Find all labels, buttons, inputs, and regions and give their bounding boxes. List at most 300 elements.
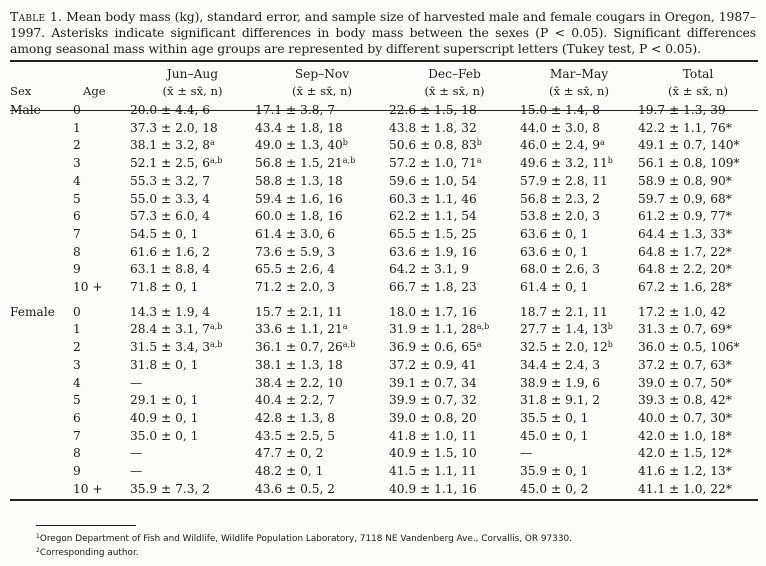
- table-row: [10, 428, 758, 446]
- value-text: 61.6 ± 1.6, 2: [130, 244, 210, 259]
- value-text: 50.6 ± 0.8, 83: [389, 138, 477, 153]
- value-cell: [389, 120, 520, 138]
- sex-cell: [10, 155, 73, 173]
- value-cell: [255, 191, 389, 209]
- value-text: 15.0 ± 1.4, 8: [520, 103, 600, 117]
- table-row: [10, 102, 758, 120]
- value-cell: [389, 173, 520, 191]
- age-cell: 1: [73, 120, 81, 135]
- value-cell: [520, 120, 638, 138]
- value-cell: [130, 445, 255, 463]
- table-row: [10, 304, 758, 322]
- value-text: 56.8 ± 2.3, 2: [520, 191, 600, 206]
- significance-superscript: a,b: [342, 156, 356, 166]
- total-cell: [638, 428, 758, 446]
- age-cell: 9: [73, 464, 81, 479]
- value-cell: [130, 375, 255, 393]
- value-cell: [130, 279, 255, 297]
- value-text: 54.5 ± 0, 1: [130, 226, 199, 241]
- significance-superscript: b: [607, 156, 613, 166]
- value-text: 52.1 ± 2.5, 6: [130, 156, 210, 171]
- value-cell: [130, 102, 255, 120]
- total-cell: [638, 261, 758, 279]
- header-row-stats: [10, 83, 758, 102]
- value-text: —: [520, 446, 533, 461]
- value-cell: [520, 261, 638, 279]
- total-cell: [638, 208, 758, 226]
- value-text: 40.9 ± 1.5, 10: [389, 446, 477, 461]
- value-cell: [130, 191, 255, 209]
- sex-cell: Female: [10, 304, 55, 319]
- value-text: 49.1 ± 0.7, 140*: [638, 138, 740, 153]
- sex-cell: [10, 261, 73, 279]
- total-cell: [638, 120, 758, 138]
- value-text: 43.6 ± 0.5, 2: [255, 481, 335, 496]
- age-cell: 2: [73, 138, 81, 153]
- header-row-seasons: [10, 66, 758, 83]
- value-text: 64.8 ± 2.2, 20*: [638, 262, 732, 277]
- value-cell: [130, 173, 255, 191]
- value-cell: [130, 428, 255, 446]
- value-text: 39.0 ± 0.7, 50*: [638, 375, 732, 390]
- total-cell: [638, 279, 758, 297]
- value-cell: [130, 339, 255, 357]
- col-header-sex: Sex: [10, 84, 32, 98]
- value-cell: [130, 481, 255, 499]
- sex-cell: [10, 339, 73, 357]
- value-text: 66.7 ± 1.8, 23: [389, 280, 477, 295]
- footnote: [36, 546, 736, 560]
- sex-cell: [10, 357, 73, 375]
- table-body: [10, 102, 758, 498]
- value-text: 42.8 ± 1.3, 8: [255, 410, 335, 425]
- value-text: 31.9 ± 1.1, 28: [389, 322, 477, 337]
- value-text: 63.1 ± 8.8, 4: [130, 262, 210, 277]
- value-cell: [130, 463, 255, 481]
- value-cell: [389, 279, 520, 297]
- col-header-stat: (x̄ ± sx̄, n): [292, 84, 352, 98]
- value-cell: [520, 102, 638, 120]
- total-cell: [638, 357, 758, 375]
- total-cell: [638, 137, 758, 155]
- value-text: 31.3 ± 0.7, 69*: [638, 322, 732, 337]
- value-cell: [255, 375, 389, 393]
- value-cell: [255, 428, 389, 446]
- sex-cell: [10, 279, 73, 297]
- value-text: 36.0 ± 0.5, 106*: [638, 340, 740, 355]
- table-row: [10, 191, 758, 209]
- table-row: [10, 155, 758, 173]
- value-text: 71.8 ± 0, 1: [130, 280, 199, 295]
- value-text: 17.2 ± 1.0, 42: [638, 304, 726, 319]
- age-cell: 0: [73, 103, 81, 117]
- significance-superscript: a: [209, 138, 215, 148]
- sex-cell: [10, 392, 73, 410]
- value-text: 42.2 ± 1.1, 76*: [638, 120, 732, 135]
- col-header-season: Dec–Feb: [428, 67, 481, 81]
- table-row: [10, 261, 758, 279]
- age-cell: 6: [73, 209, 81, 224]
- total-cell: [638, 339, 758, 357]
- value-text: 56.1 ± 0.8, 109*: [638, 156, 740, 171]
- value-cell: [130, 357, 255, 375]
- value-cell: [255, 102, 389, 120]
- table-top-rule: [10, 60, 758, 62]
- value-cell: [520, 321, 638, 339]
- value-cell: [255, 137, 389, 155]
- value-text: 36.1 ± 0.7, 26: [255, 340, 343, 355]
- footnote-text: Corresponding author.: [39, 548, 139, 558]
- sex-cell: [10, 208, 73, 226]
- total-cell: [638, 445, 758, 463]
- age-cell: 9: [73, 262, 81, 277]
- value-text: 37.2 ± 0.9, 41: [389, 357, 477, 372]
- value-text: 57.9 ± 2.8, 11: [520, 173, 608, 188]
- value-text: 31.5 ± 3.4, 3: [130, 340, 210, 355]
- value-cell: [389, 410, 520, 428]
- sex-cell: [10, 137, 73, 155]
- table-row: [10, 357, 758, 375]
- footnote-mark: 1: [36, 533, 40, 540]
- sex-cell: [10, 244, 73, 262]
- value-text: 61.4 ± 0, 1: [520, 280, 589, 295]
- value-text: 59.4 ± 1.6, 16: [255, 191, 343, 206]
- col-header-stat: (x̄ ± sx̄, n): [424, 84, 485, 98]
- value-text: 15.7 ± 2.1, 11: [255, 304, 343, 319]
- value-cell: [389, 102, 520, 120]
- table-row: [10, 321, 758, 339]
- value-text: 28.4 ± 3.1, 7: [130, 322, 210, 337]
- age-cell: 7: [73, 226, 81, 241]
- significance-superscript: b: [607, 322, 613, 332]
- value-text: 29.1 ± 0, 1: [130, 393, 199, 408]
- sex-cell: [10, 463, 73, 481]
- value-cell: [389, 304, 520, 322]
- value-text: 35.5 ± 0, 1: [520, 410, 589, 425]
- total-cell: [638, 392, 758, 410]
- value-text: 61.4 ± 3.0, 6: [255, 226, 335, 241]
- age-cell: 10 +: [73, 280, 103, 295]
- value-cell: [255, 261, 389, 279]
- age-cell: 3: [73, 357, 81, 372]
- value-text: 59.7 ± 0.9, 68*: [638, 191, 732, 206]
- value-cell: [130, 226, 255, 244]
- value-cell: [520, 481, 638, 499]
- value-cell: [255, 392, 389, 410]
- col-header-season: Jun–Aug: [166, 67, 219, 81]
- total-cell: [638, 410, 758, 428]
- value-cell: [130, 244, 255, 262]
- sex-cell: [10, 191, 73, 209]
- age-cell: 4: [73, 375, 81, 390]
- value-text: 49.0 ± 1.3, 40: [255, 138, 343, 153]
- value-cell: [389, 428, 520, 446]
- value-cell: [255, 120, 389, 138]
- table-row: [10, 392, 758, 410]
- value-text: 31.8 ± 9.1, 2: [520, 393, 600, 408]
- value-cell: [520, 244, 638, 262]
- value-cell: [130, 120, 255, 138]
- age-cell: 8: [73, 446, 81, 461]
- age-cell: 4: [73, 173, 81, 188]
- value-text: 42.0 ± 1.5, 12*: [638, 446, 732, 461]
- value-cell: [389, 208, 520, 226]
- sex-cell: [10, 445, 73, 463]
- value-cell: [520, 375, 638, 393]
- value-cell: [130, 392, 255, 410]
- value-cell: [255, 445, 389, 463]
- footnotes: [36, 532, 736, 560]
- value-cell: [130, 410, 255, 428]
- value-text: 43.4 ± 1.8, 18: [255, 120, 343, 135]
- value-text: 61.2 ± 0.9, 77*: [638, 209, 732, 224]
- value-text: 63.6 ± 0, 1: [520, 226, 589, 241]
- footnote-text: Oregon Department of Fish and Wildlife, Wildlife Population Laboratory, 7118 NE Vandenberg Ave., Corvallis, OR 97330.: [39, 534, 572, 544]
- value-text: 18.7 ± 2.1, 11: [520, 304, 608, 319]
- value-text: 58.9 ± 0.8, 90*: [638, 173, 732, 188]
- value-cell: [520, 445, 638, 463]
- value-text: 35.0 ± 0, 1: [130, 428, 199, 443]
- value-text: 19.7 ± 1.3, 39: [638, 103, 726, 117]
- value-cell: [255, 244, 389, 262]
- age-cell: 5: [73, 191, 81, 206]
- value-text: 45.0 ± 0, 2: [520, 481, 589, 496]
- value-text: —: [130, 375, 143, 390]
- value-text: 44.0 ± 3.0, 8: [520, 120, 600, 135]
- value-text: 42.0 ± 1.0, 18*: [638, 428, 732, 443]
- value-text: 41.5 ± 1.1, 11: [389, 464, 477, 479]
- value-cell: [520, 357, 638, 375]
- value-text: 43.5 ± 2.5, 5: [255, 428, 335, 443]
- significance-superscript: a: [342, 322, 348, 332]
- value-text: 55.3 ± 3.2, 7: [130, 173, 210, 188]
- value-cell: [130, 261, 255, 279]
- value-cell: [130, 321, 255, 339]
- table-row: [10, 208, 758, 226]
- value-cell: [520, 191, 638, 209]
- total-cell: [638, 463, 758, 481]
- age-cell: 0: [73, 304, 81, 319]
- value-text: 57.3 ± 6.0, 4: [130, 209, 210, 224]
- value-text: 71.2 ± 2.0, 3: [255, 280, 335, 295]
- value-text: 43.8 ± 1.8, 32: [389, 120, 477, 135]
- value-text: 35.9 ± 7.3, 2: [130, 481, 210, 496]
- value-cell: [389, 445, 520, 463]
- significance-superscript: a,b: [209, 156, 223, 166]
- significance-superscript: a,b: [476, 322, 490, 332]
- value-text: 41.6 ± 1.2, 13*: [638, 464, 732, 479]
- value-text: 31.8 ± 0, 1: [130, 357, 199, 372]
- total-cell: [638, 226, 758, 244]
- value-cell: [130, 304, 255, 322]
- value-cell: [389, 261, 520, 279]
- sex-cell: [10, 375, 73, 393]
- table-caption: [10, 9, 756, 57]
- value-cell: [389, 226, 520, 244]
- value-cell: [255, 173, 389, 191]
- value-text: 46.0 ± 2.4, 9: [520, 138, 600, 153]
- value-cell: [255, 304, 389, 322]
- value-cell: [255, 481, 389, 499]
- table-row: [10, 120, 758, 138]
- body-mass-table: [10, 66, 758, 498]
- value-text: 67.2 ± 1.6, 28*: [638, 280, 732, 295]
- sex-cell: [10, 226, 73, 244]
- value-text: 59.6 ± 1.0, 54: [389, 173, 477, 188]
- significance-superscript: b: [607, 340, 613, 350]
- footnote-mark: 2: [36, 547, 40, 554]
- value-text: 40.9 ± 1.1, 16: [389, 481, 477, 496]
- total-cell: [638, 155, 758, 173]
- value-cell: [130, 137, 255, 155]
- value-cell: [520, 392, 638, 410]
- value-cell: [255, 321, 389, 339]
- value-text: 60.3 ± 1.1, 46: [389, 191, 477, 206]
- value-text: —: [130, 446, 143, 461]
- value-cell: [389, 463, 520, 481]
- value-text: 20.0 ± 4.4, 6: [130, 103, 210, 117]
- value-text: 39.3 ± 0.8, 42*: [638, 393, 732, 408]
- value-text: 14.3 ± 1.9, 4: [130, 304, 210, 319]
- total-cell: [638, 244, 758, 262]
- value-text: 63.6 ± 0, 1: [520, 244, 589, 259]
- value-cell: [520, 279, 638, 297]
- value-text: 64.2 ± 3.1, 9: [389, 262, 469, 277]
- sex-cell: [10, 410, 73, 428]
- value-text: 39.9 ± 0.7, 32: [389, 393, 477, 408]
- table-row: [10, 279, 758, 297]
- value-text: 57.2 ± 1.0, 71: [389, 156, 477, 171]
- table-row: [10, 339, 758, 357]
- col-header-total: Total: [682, 67, 714, 81]
- value-text: 37.2 ± 0.7, 63*: [638, 357, 732, 372]
- value-cell: [130, 155, 255, 173]
- value-cell: [255, 226, 389, 244]
- value-text: 49.6 ± 3.2, 11: [520, 156, 608, 171]
- significance-superscript: b: [476, 138, 482, 148]
- table-row: [10, 137, 758, 155]
- value-text: 65.5 ± 1.5, 25: [389, 226, 477, 241]
- value-cell: [520, 155, 638, 173]
- col-header-stat: (x̄ ± sx̄, n): [162, 84, 223, 98]
- value-cell: [389, 375, 520, 393]
- value-text: 40.9 ± 0, 1: [130, 410, 199, 425]
- value-text: 48.2 ± 0, 1: [255, 464, 324, 479]
- value-text: 47.7 ± 0, 2: [255, 446, 324, 461]
- value-cell: [520, 304, 638, 322]
- table-bottom-rule: [10, 499, 758, 501]
- sex-cell: [10, 428, 73, 446]
- value-text: 34.4 ± 2.4, 3: [520, 357, 600, 372]
- table-row: [10, 445, 758, 463]
- value-text: 41.8 ± 1.0, 11: [389, 428, 477, 443]
- value-text: 53.8 ± 2.0, 3: [520, 209, 600, 224]
- value-text: 45.0 ± 0, 1: [520, 428, 589, 443]
- value-cell: [255, 463, 389, 481]
- value-text: 33.6 ± 1.1, 21: [255, 322, 343, 337]
- value-text: 32.5 ± 2.0, 12: [520, 340, 608, 355]
- caption-label: Table 1.: [10, 9, 63, 24]
- sex-cell: [10, 120, 73, 138]
- value-text: 38.9 ± 1.9, 6: [520, 375, 600, 390]
- significance-superscript: b: [342, 138, 348, 148]
- value-text: 58.8 ± 1.3, 18: [255, 173, 343, 188]
- sex-cell: [10, 481, 73, 499]
- value-text: 39.0 ± 0.8, 20: [389, 410, 477, 425]
- value-text: —: [130, 464, 143, 479]
- value-text: 56.8 ± 1.5, 21: [255, 156, 343, 171]
- value-text: 17.1 ± 3.8, 7: [255, 103, 335, 117]
- age-cell: 2: [73, 340, 81, 355]
- col-header-stat: (x̄ ± sx̄, n): [549, 84, 609, 98]
- age-cell: 10 +: [73, 481, 103, 496]
- value-cell: [255, 357, 389, 375]
- value-cell: [389, 339, 520, 357]
- significance-superscript: a,b: [209, 322, 223, 332]
- caption-text: Mean body mass (kg), standard error, and sample size of harvested male and female cougars in Oregon, 1987–1997. Asterisks indicate significant differences in body mass between the sexes (P < 0.05). Significant differences among seasonal mass within age groups are represented by different superscript letters (Tukey test, P < 0.05).: [10, 9, 756, 56]
- value-cell: [255, 410, 389, 428]
- significance-superscript: a,b: [342, 340, 356, 350]
- value-text: 65.5 ± 2.6, 4: [255, 262, 335, 277]
- value-text: 40.0 ± 0.7, 30*: [638, 410, 732, 425]
- col-header-season: Mar–May: [549, 67, 609, 81]
- col-header-stat: (x̄ ± sx̄, n): [668, 84, 728, 98]
- value-cell: [255, 339, 389, 357]
- value-text: 22.6 ± 1.5, 18: [389, 103, 477, 117]
- significance-superscript: a: [599, 138, 605, 148]
- value-cell: [520, 339, 638, 357]
- value-text: 64.4 ± 1.3, 33*: [638, 226, 732, 241]
- sex-cell: [10, 321, 73, 339]
- age-cell: 1: [73, 322, 81, 337]
- value-cell: [389, 392, 520, 410]
- value-text: 38.1 ± 1.3, 18: [255, 357, 343, 372]
- footnote: [36, 532, 736, 546]
- value-cell: [520, 463, 638, 481]
- value-text: 40.4 ± 2.2, 7: [255, 393, 335, 408]
- value-cell: [520, 428, 638, 446]
- sex-cell: [10, 173, 73, 191]
- age-cell: 6: [73, 410, 81, 425]
- value-cell: [389, 155, 520, 173]
- value-text: 41.1 ± 1.0, 22*: [638, 481, 732, 496]
- total-cell: [638, 321, 758, 339]
- value-text: 55.0 ± 3.3, 4: [130, 191, 210, 206]
- total-cell: [638, 375, 758, 393]
- value-cell: [389, 191, 520, 209]
- sex-cell: Male: [10, 103, 41, 117]
- significance-superscript: a: [476, 340, 482, 350]
- group-spacer: [10, 297, 758, 304]
- value-text: 35.9 ± 0, 1: [520, 464, 589, 479]
- table-row: [10, 463, 758, 481]
- value-text: 39.1 ± 0.7, 34: [389, 375, 477, 390]
- col-header-age: Age: [83, 84, 106, 98]
- value-cell: [520, 137, 638, 155]
- age-cell: 3: [73, 156, 81, 171]
- table-row: [10, 375, 758, 393]
- total-cell: [638, 481, 758, 499]
- age-cell: 5: [73, 393, 81, 408]
- value-text: 64.8 ± 1.7, 22*: [638, 244, 732, 259]
- age-cell: 7: [73, 428, 81, 443]
- value-text: 38.1 ± 3.2, 8: [130, 138, 210, 153]
- value-cell: [389, 321, 520, 339]
- value-text: 27.7 ± 1.4, 13: [520, 322, 608, 337]
- total-cell: [638, 102, 758, 120]
- value-text: 18.0 ± 1.7, 16: [389, 304, 477, 319]
- value-text: 60.0 ± 1.8, 16: [255, 209, 343, 224]
